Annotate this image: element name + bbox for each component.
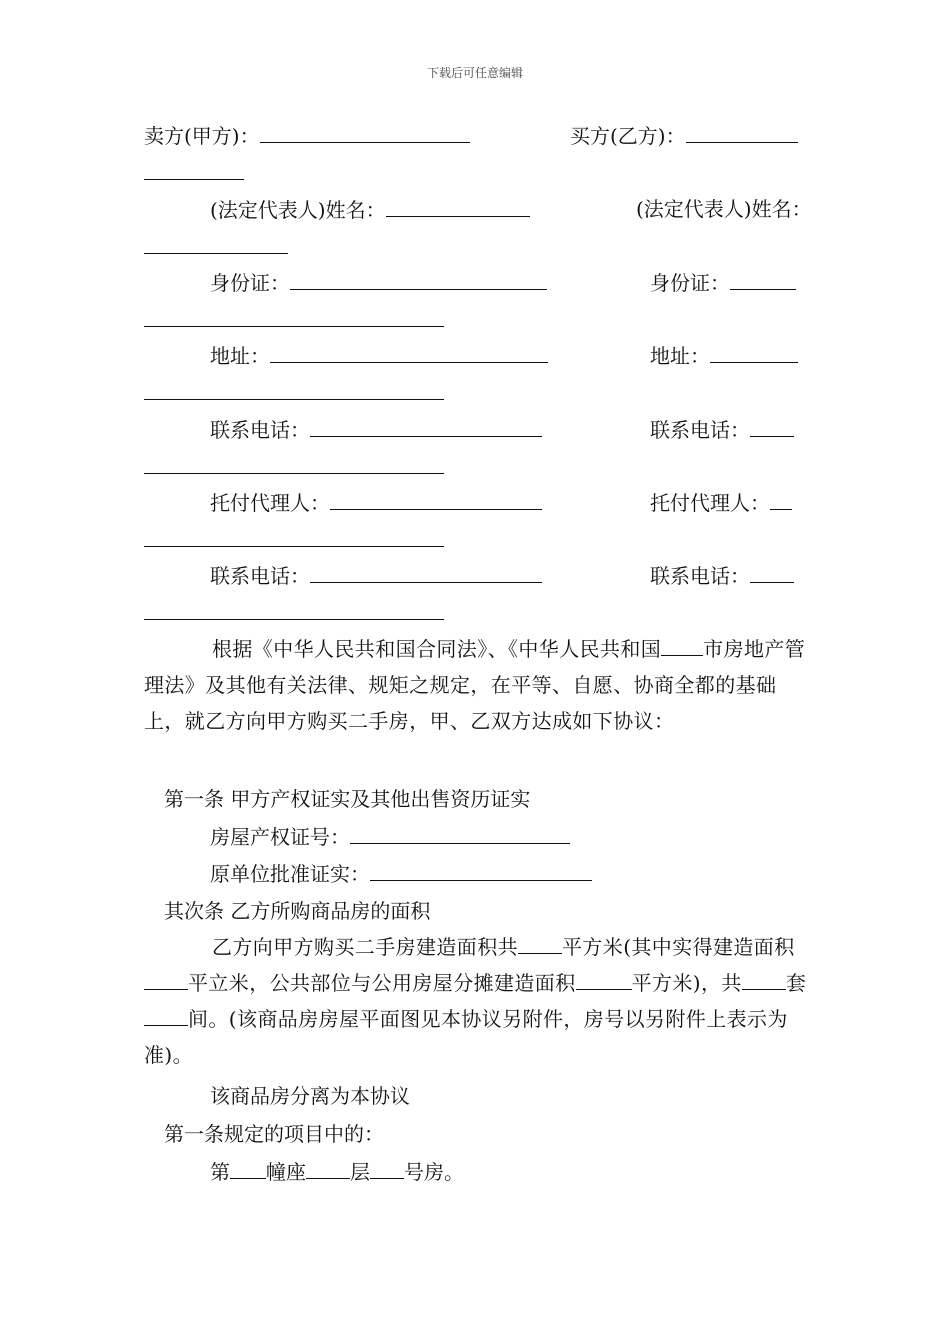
seller-label: 卖方(甲方)： <box>144 124 260 148</box>
buyer-addr-blank-cont[interactable] <box>144 379 444 400</box>
buyer-addr-blank[interactable] <box>710 342 798 363</box>
buyer-addr-label: 地址： <box>650 344 710 368</box>
seller-name-blank[interactable] <box>260 122 470 143</box>
buyer-phone-blank-cont[interactable] <box>144 453 444 474</box>
buyer-rep-blank[interactable] <box>144 233 288 254</box>
seller-id-label: 身份证： <box>210 271 290 295</box>
seller-rep-label: (法定代表人)姓名： <box>210 198 386 222</box>
seller-row <box>144 122 470 149</box>
buyer-row <box>570 122 798 149</box>
building-blank[interactable] <box>230 1158 266 1179</box>
buyer-agent-blank-cont[interactable] <box>144 526 444 547</box>
article1-title: 第一条 甲方产权证实及其他出售资历证实 <box>164 787 531 811</box>
cert-row <box>210 823 570 850</box>
article2-title: 其次条 乙方所购商品房的面积 <box>164 899 431 923</box>
seller-agent-phone-blank[interactable] <box>310 562 542 583</box>
seller-id-row <box>210 269 547 296</box>
area-total-blank[interactable] <box>518 935 562 954</box>
city-blank[interactable] <box>661 637 703 656</box>
buyer-name-blank-cont[interactable] <box>144 159 244 180</box>
approval-blank[interactable] <box>370 860 592 881</box>
cert-blank[interactable] <box>350 823 570 844</box>
buyer-phone-row <box>650 416 794 443</box>
seller-addr-label: 地址： <box>210 344 270 368</box>
seller-phone-label: 联系电话： <box>210 418 310 442</box>
approval-row <box>210 860 592 887</box>
buyer-rep-row <box>636 196 812 222</box>
page-header: 下载后可任意编辑 <box>426 66 523 80</box>
article3-line2: 第一条规定的项目中的： <box>164 1122 384 1146</box>
buyer-agent-phone-row <box>650 562 794 589</box>
area-shared-blank[interactable] <box>576 971 632 990</box>
buyer-agent-phone-blank[interactable] <box>750 562 794 583</box>
rooms-blank[interactable] <box>144 1007 188 1026</box>
floor-blank[interactable] <box>306 1158 350 1179</box>
buyer-agent-label: 托付代理人： <box>650 491 770 515</box>
approval-label: 原单位批准证实： <box>210 862 370 886</box>
seller-addr-row <box>210 342 548 369</box>
room-row: 第 幢座 层 号房。 <box>210 1160 464 1184</box>
buyer-agent-row <box>650 489 792 516</box>
buyer-id-blank[interactable] <box>730 269 796 290</box>
seller-agent-label: 托付代理人： <box>210 491 330 515</box>
seller-agent-blank[interactable] <box>330 489 542 510</box>
seller-agent-row <box>210 489 542 516</box>
buyer-agent-phone-blank-cont[interactable] <box>144 599 444 620</box>
buyer-phone-label: 联系电话： <box>650 418 750 442</box>
seller-agent-phone-row <box>210 562 542 589</box>
seller-agent-phone-label: 联系电话： <box>210 564 310 588</box>
buyer-id-label: 身份证： <box>650 271 730 295</box>
room-no-blank[interactable] <box>370 1158 404 1179</box>
buyer-id-row <box>650 269 796 296</box>
cert-label: 房屋产权证号： <box>210 825 350 849</box>
seller-phone-row <box>210 416 542 443</box>
buyer-name-blank[interactable] <box>686 122 798 143</box>
seller-addr-blank[interactable] <box>270 342 548 363</box>
buyer-rep-label: (法定代表人)姓名： <box>636 197 812 221</box>
seller-id-blank[interactable] <box>290 269 547 290</box>
buyer-id-blank-cont[interactable] <box>144 306 444 327</box>
buyer-agent-phone-label: 联系电话： <box>650 564 750 588</box>
seller-rep-row <box>210 196 530 223</box>
seller-rep-blank[interactable] <box>386 196 530 217</box>
area-actual-blank[interactable] <box>144 971 188 990</box>
buyer-addr-row <box>650 342 798 369</box>
article2-paragraph: 乙方向甲方购买二手房建造面积共 平方米(其中实得建造面积平立米，公共部位与公用房屋分摊建造面积 平方米)，共 套间。(该商品房房屋平面图见本协议另附件，房号以另附件上表示为准)。 <box>144 935 807 1067</box>
sets-blank[interactable] <box>742 971 786 990</box>
seller-phone-blank[interactable] <box>310 416 542 437</box>
buyer-agent-blank[interactable] <box>770 489 792 510</box>
buyer-label: 买方(乙方)： <box>570 124 686 148</box>
article3-line1: 该商品房分离为本协议 <box>210 1084 410 1108</box>
intro-paragraph: 根据《中华人民共和国合同法》、《中华人民共和国 市房地产管理法》及其他有关法律、规矩之规定，在平等、自愿、协商全都的基础上，就乙方向甲方购买二手房，甲、乙双方达成如下协议： <box>144 637 806 733</box>
buyer-phone-blank[interactable] <box>750 416 794 437</box>
